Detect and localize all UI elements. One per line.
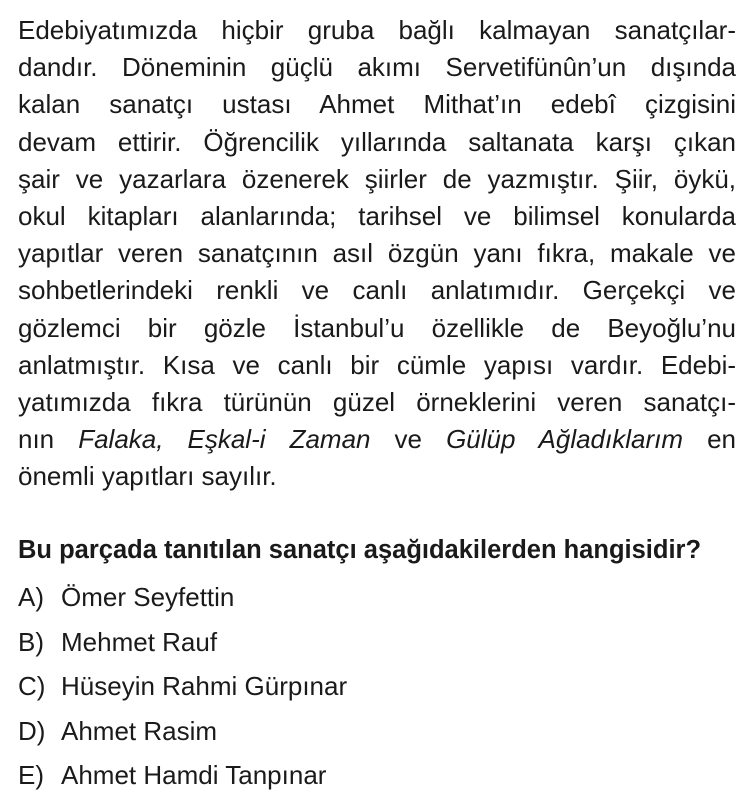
option-letter: B) (18, 626, 44, 657)
book-title-gulup-agladiklarim: Gülüp Ağladıklarım (446, 424, 684, 455)
option-text: Ahmet Hamdi Tanpınar (61, 760, 327, 790)
option-a[interactable] (18, 575, 347, 620)
passage (18, 12, 736, 495)
book-title-falaka-eskal-i-zaman: Falaka, Eşkal-i Zaman (78, 424, 371, 455)
option-text: Ömer Seyfettin (61, 582, 235, 612)
passage-line: yapıtlar veren sanatçının asıl özgün yanı fıkra, makale ve (18, 238, 736, 269)
option-letter: A) (18, 582, 44, 612)
option-e[interactable] (18, 753, 347, 798)
passage-line: şair ve yazarlara özenerek şiirler de yazmıştır. Şiir, öykü, (18, 163, 736, 194)
passage-line: anlatmıştır. Kısa ve canlı bir cümle yapısı vardır. Edebi- (18, 349, 736, 380)
option-letter: D) (18, 715, 46, 746)
answer-options (18, 575, 347, 798)
option-d[interactable] (18, 709, 347, 754)
passage-line: dandır. Döneminin güçlü akımı Servetifünûn’un dışında (18, 52, 736, 83)
option-letter: E) (18, 760, 44, 790)
passage-line: okul kitapları alanlarında; tarihsel ve bilimsel konularda (18, 200, 736, 231)
option-text: Hüseyin Rahmi Gürpınar (61, 671, 348, 701)
passage-line: kalan sanatçı ustası Ahmet Mithat’ın edebî çizgisini (18, 89, 736, 120)
option-c[interactable] (18, 664, 347, 709)
passage-line: nın Falaka, Eşkal-i Zaman ve Gülüp Ağladıklarım en (18, 424, 736, 455)
passage-line: Edebiyatımızda hiçbir gruba bağlı kalmayan sanatçılar- (18, 15, 736, 45)
option-text: Ahmet Rasim (61, 715, 218, 746)
option-b[interactable] (18, 620, 347, 665)
passage-line: önemli yapıtları sayılır. (18, 461, 277, 492)
passage-line: gözlemci bir gözle İstanbul’u özellikle de Beyoğlu’nu (18, 312, 736, 343)
passage-line: devam ettirir. Öğrencilik yıllarında saltanata karşı çıkan (18, 126, 736, 157)
question-stem: Bu parçada tanıtılan sanatçı aşağıdakilerden hangisidir? (18, 536, 702, 564)
option-text: Mehmet Rauf (61, 626, 218, 657)
passage-line: sohbetlerindeki renkli ve canlı anlatımıdır. Gerçekçi ve (18, 275, 736, 306)
passage-line: yatımızda fıkra türünün güzel örneklerini veren sanatçı- (18, 386, 736, 417)
option-letter: C) (18, 671, 46, 701)
